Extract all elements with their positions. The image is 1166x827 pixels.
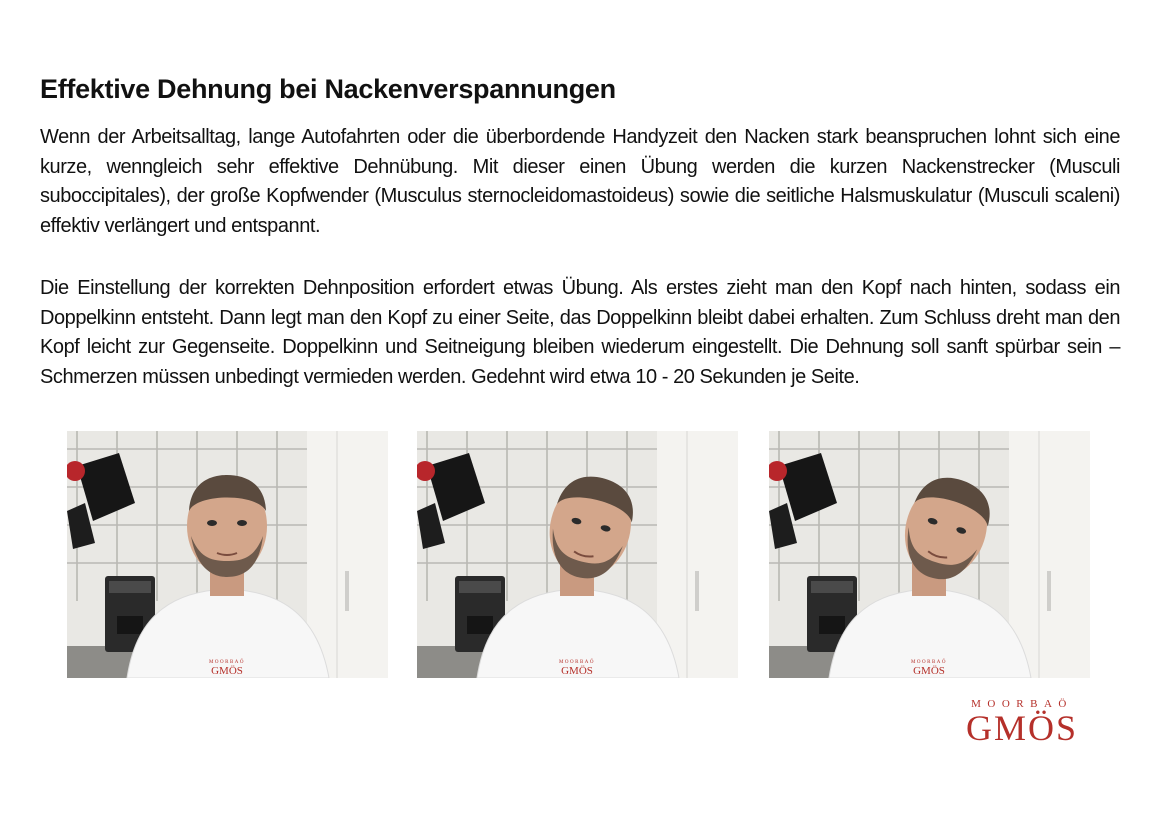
photo-step-3 <box>769 431 1090 678</box>
shirt-logo-bottom: GMÖS <box>913 665 945 677</box>
head <box>187 475 267 577</box>
photo-step-1 <box>67 431 388 678</box>
photo-illustration <box>417 431 738 678</box>
page-title: Effektive Dehnung bei Nackenverspannungen <box>40 74 616 104</box>
shirt-logo-top: MOORBAÖ <box>558 660 596 665</box>
kitchen-cabinet <box>657 431 738 678</box>
brand-logo <box>952 698 1092 748</box>
shirt-logo-top: MOORBAÖ <box>208 660 246 665</box>
photo-illustration <box>769 431 1090 678</box>
logo-top-text: MOORBAÖ <box>971 698 1073 710</box>
kitchen-cabinet <box>307 431 388 678</box>
kitchen-cabinet <box>1009 431 1090 678</box>
shirt-logo-bottom: GMÖS <box>211 665 243 677</box>
photo-step-2 <box>417 431 738 678</box>
shirt-logo-bottom: GMÖS <box>561 665 593 677</box>
paragraph-intro: Wenn der Arbeitsalltag, lange Autofahrten oder die überbordende Handyzeit den Nacken stark beanspruchen lohnt sich eine kurze, wenngleich sehr effektive Dehnübung. Mit dieser einen Übung werden die kurzen Nackenstrecker (Musculi suboccipitales), der große Kopfwender (Musculus sternocleidomastoideus) sowie die seitliche Halsmuskulatur (Musculi scaleni) effektiv verlängert und entspannt. <box>40 126 1120 237</box>
photo-illustration <box>67 431 388 678</box>
logo-bottom-text: GMÖS <box>965 708 1079 748</box>
paragraph-instructions: Die Einstellung der korrekten Dehnposition erfordert etwas Übung. Als erstes zieht man den Kopf nach hinten, sodass ein Doppelkinn entsteht. Dann legt man den Kopf zu einer Seite, das Doppelkinn bleibt dabei erhalten. Zum Schluss dreht man den Kopf leicht zur Gegenseite. Doppelkinn und Seitneigung bleiben wiederum eingestellt. Die Dehnung soll sanft spürbar sein – Schmerzen müssen unbedingt vermieden werden. Gedehnt wird etwa 10 - 20 Sekunden je Seite. <box>40 277 1120 388</box>
shirt-logo-top: MOORBAÖ <box>910 660 948 665</box>
